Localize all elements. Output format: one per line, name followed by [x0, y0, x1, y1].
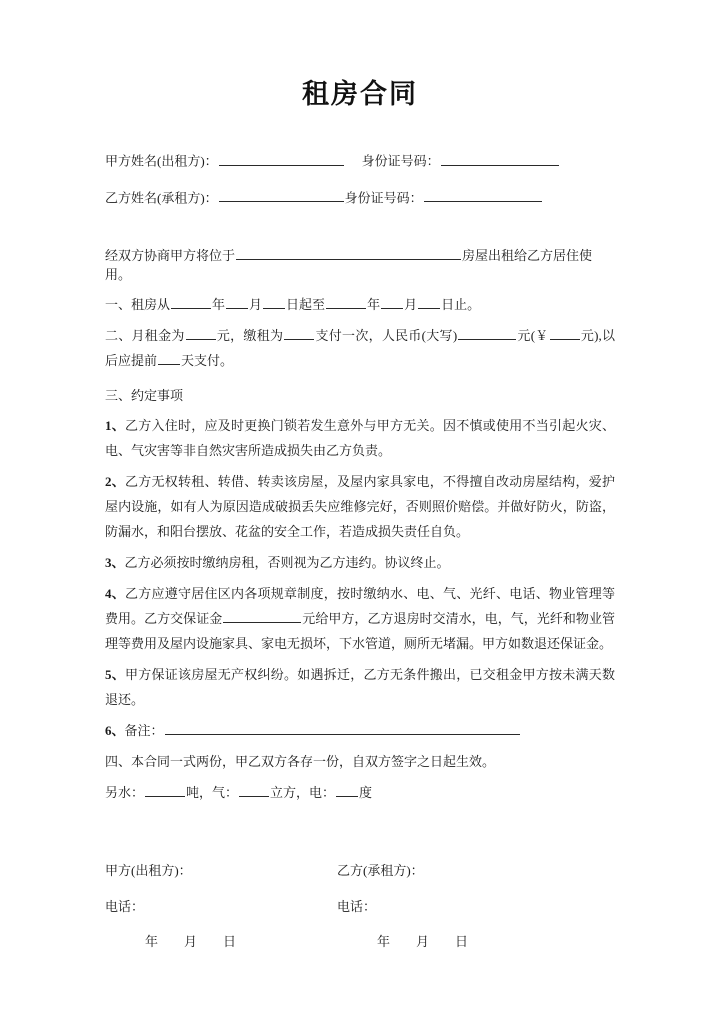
signature-block: [105, 862, 615, 953]
tenant-id-input[interactable]: [424, 189, 542, 202]
lease-term-clause: [105, 293, 615, 318]
rent-in-words-input[interactable]: [458, 326, 516, 339]
start-year-input[interactable]: [171, 295, 211, 308]
clause-4-text-after: 元给甲方，乙方退房时交清水，电，气，光纤和物业管理等费用及屋内设施家具、家电无损坏，下水管道，厕所无堵漏。甲方如数退还保证金。: [105, 610, 615, 651]
clause-5-number: 5、: [105, 666, 125, 682]
clause-item-3: [105, 551, 615, 576]
landlord-date-row: [105, 933, 337, 952]
clause-4-text-before: 乙方应遵守居住区内各项规章制度，按时缴纳水、电、气、光纤、电话、物业管理等费用。乙方交保证金: [105, 586, 615, 626]
water-reading-input[interactable]: [145, 783, 185, 796]
rent-in-figures-input[interactable]: [550, 326, 580, 339]
end-year-input[interactable]: [326, 295, 366, 308]
deposit-amount-input[interactable]: [223, 610, 301, 623]
tenant-signature-column: [337, 862, 569, 953]
property-address-input[interactable]: [236, 246, 461, 259]
electricity-reading-input[interactable]: [336, 783, 358, 796]
remarks-label: 备注：: [124, 722, 164, 738]
start-day-input[interactable]: [263, 295, 285, 308]
clause-2-number: 2、: [105, 474, 125, 490]
property-address-line: [105, 246, 615, 285]
intro-text-after: 房屋出租给乙方居住使用。: [105, 247, 593, 283]
tenant-name-label: 乙方姓名(承租方)：: [105, 189, 218, 205]
payment-cycle-input[interactable]: [284, 326, 314, 339]
page-title: 租房合同: [302, 79, 418, 109]
gas-reading-input[interactable]: [239, 783, 269, 796]
start-year-unit: 年: [212, 296, 226, 312]
end-month-unit: 月: [404, 296, 418, 312]
landlord-signature-column: [105, 862, 337, 953]
advance-days-input[interactable]: [158, 351, 180, 364]
clause-1-text: 乙方入住时，应及时更换门锁若发生意外与甲方无关。因不慎或使用不当引起火灾、电、气灾害等非自然灾害所造成损失由乙方负责。: [105, 418, 615, 459]
term-middle-text: 日起至: [286, 296, 326, 312]
section-3-heading: 三、约定事项: [105, 387, 184, 403]
landlord-name-label: 甲方姓名(出租方)：: [105, 153, 218, 169]
landlord-id-input[interactable]: [441, 152, 559, 165]
landlord-info-row: [105, 152, 615, 171]
end-month-input[interactable]: [381, 295, 403, 308]
landlord-date-month: 月: [184, 934, 198, 950]
clause-3-text: 乙方必须按时缴纳房租，否则视为乙方违约。协议终止。: [124, 555, 450, 571]
tenant-signature-label: 乙方(承租方)：: [337, 862, 424, 878]
clause-item-6: [105, 719, 615, 744]
utilities-text-1: 吨，气：: [186, 784, 239, 800]
end-day-input[interactable]: [418, 295, 440, 308]
tenant-info-row: [105, 189, 615, 208]
clause-3-number: 3、: [105, 555, 125, 571]
landlord-date-year: 年: [145, 934, 159, 950]
term-prefix: 一、租房从: [105, 296, 171, 312]
clause-item-1: [105, 414, 615, 464]
utilities-text-2: 立方，电：: [270, 784, 336, 800]
term-suffix: 日止。: [441, 296, 481, 312]
utilities-prefix: 另水：: [105, 784, 145, 800]
monthly-rent-input[interactable]: [186, 326, 216, 339]
clause-item-2: [105, 470, 615, 545]
landlord-id-label: 身份证号码：: [361, 153, 440, 169]
landlord-name-input[interactable]: [219, 152, 344, 165]
clause-item-4: [105, 582, 615, 657]
start-month-input[interactable]: [226, 295, 248, 308]
tenant-id-label: 身份证号码：: [344, 189, 423, 205]
clause-6-number: 6、: [105, 722, 125, 738]
clause-2-text: 乙方无权转租、转借、转卖该房屋，及屋内家具家电，不得擅自改动房屋结构，爱护屋内设施，如有人为原因造成破损丢失应维修完好，否则照价赔偿。并做好防火，防盗，防漏水，和阳台摆放、花盆的安全工作，若造成损失责任自负。: [105, 474, 615, 540]
rent-text-1: 元，缴租为: [216, 327, 284, 343]
landlord-signature-label: 甲方(出租方)：: [105, 862, 192, 878]
tenant-date-year: 年: [377, 934, 391, 950]
rent-text-5: 天支付。: [181, 352, 234, 368]
utilities-text-3: 度: [359, 784, 373, 800]
landlord-phone-label: 电话：: [105, 898, 145, 914]
tenant-phone-label: 电话：: [337, 898, 377, 914]
remarks-input[interactable]: [165, 721, 520, 734]
start-month-unit: 月: [249, 296, 263, 312]
tenant-date-row: [337, 933, 569, 952]
clause-1-number: 1、: [105, 418, 125, 434]
tenant-name-input[interactable]: [219, 189, 344, 202]
rent-text-4: 元),以后应提前: [105, 327, 615, 368]
rent-text-3: 元(￥: [517, 327, 549, 343]
rent-prefix: 二、月租金为: [105, 327, 185, 343]
landlord-date-day: 日: [223, 934, 237, 950]
intro-text-before: 经双方协商甲方将位于: [105, 247, 236, 263]
tenant-date-day: 日: [455, 934, 469, 950]
clause-5-text: 甲方保证该房屋无产权纠纷。如遇拆迁，乙方无条件搬出，已交租金甲方按未满天数退还。: [105, 666, 615, 707]
clause-item-5: [105, 663, 615, 713]
end-year-unit: 年: [367, 296, 381, 312]
section-4-clause: 四、本合同一式两份，甲乙双方各存一份，自双方签字之日起生效。: [105, 753, 496, 769]
tenant-date-month: 月: [416, 934, 430, 950]
rent-amount-clause: [105, 324, 615, 374]
party-info-block: [105, 152, 615, 207]
clause-4-number: 4、: [105, 586, 125, 602]
rent-text-2: 支付一次，人民币(大写): [315, 327, 458, 343]
utilities-readings-line: [105, 781, 615, 806]
